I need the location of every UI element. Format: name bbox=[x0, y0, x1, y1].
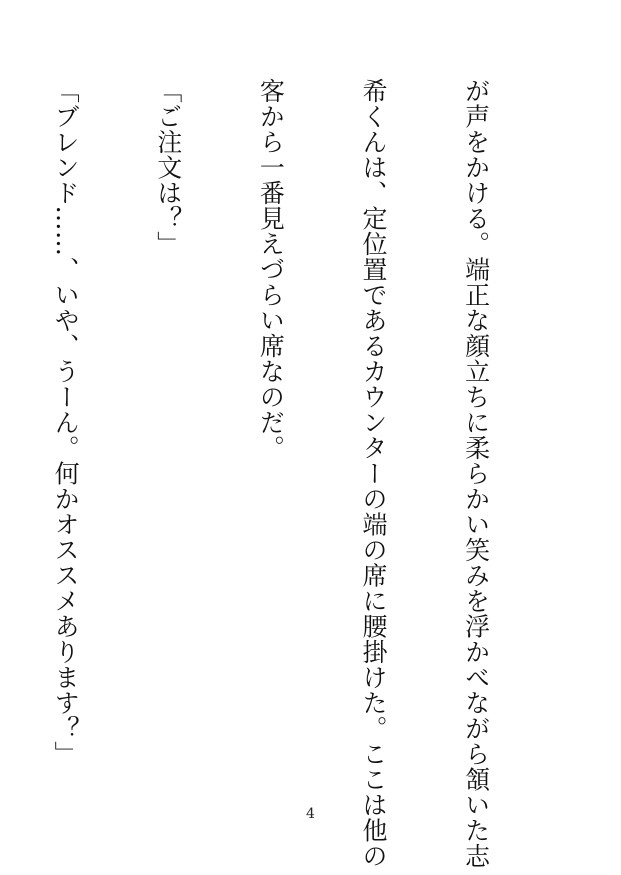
vertical-body-text bbox=[0, 78, 561, 869]
text-line: 希くんは、定位置であるカウンターの端の席に腰掛けた。ここは他の bbox=[358, 78, 388, 869]
text-line: が声をかける。端正な顔立ちに柔らかい笑みを浮かべながら頷いた志 bbox=[461, 78, 491, 869]
text-line: 「ブレンド……、いや、うーん。何かオススメあります？」 bbox=[51, 78, 81, 767]
text-line: 「ご注文は？」 bbox=[153, 78, 183, 257]
page-number: 4 bbox=[306, 806, 315, 822]
text-line: 客から一番見えづらい席なのだ。 bbox=[256, 78, 286, 461]
